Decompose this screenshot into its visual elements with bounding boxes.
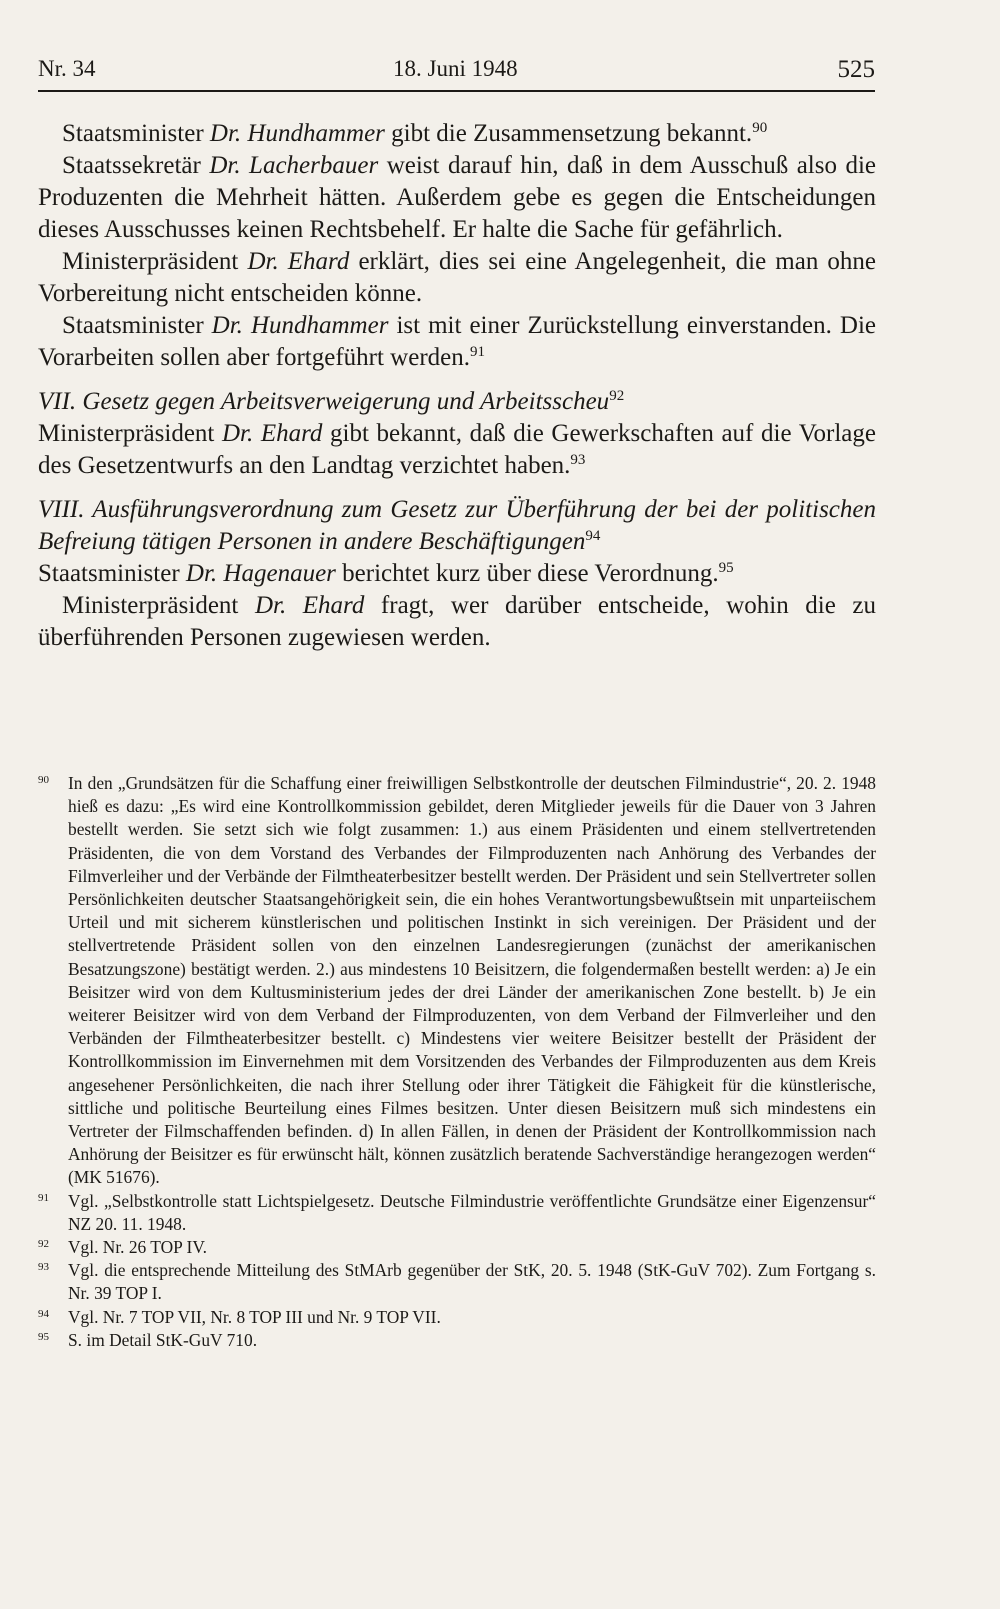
footnote: 93 Vgl. die entsprechende Mitteilung des StMArb gegenüber der StK, 20. 5. 1948 (StK-GuV 702). Zum Fortgang s. Nr. 39 TOP I. [38, 1259, 876, 1305]
footnote-number: 90 [38, 774, 49, 786]
paragraph: Ministerpräsident Dr. Ehard gibt bekannt, daß die Gewerkschaften auf die Vorlage des Gesetzentwurfs an den Landtag verzichtet haben.$^{93}$ [38, 420, 877, 479]
footnote: 94 Vgl. Nr. 7 TOP VII, Nr. 8 TOP III und Nr. 9 TOP VII. [38, 1306, 876, 1329]
document-number: Nr. 34 [38, 56, 96, 81]
footnote-ref: 91 [470, 344, 486, 360]
footnote: 92 Vgl. Nr. 26 TOP IV. [38, 1236, 876, 1259]
section-heading: VII. Gesetz gegen Arbeitsverweigerung und Arbeitsscheu$^{92}$ [38, 388, 625, 415]
footnotes [38, 772, 876, 1352]
paragraph: Staatssekretär Dr. Lacherbauer weist darauf hin, daß in dem Ausschuß also die Produzenten die Mehrheit hätten. Außerdem gebe es gegen die Entscheidungen dieses Ausschusses keinen Rechtsbehelf. Er halte die Sache für gefährlich. [38, 152, 876, 243]
footnote: 91 Vgl. „Selbstkontrolle statt Lichtspielgesetz. Deutsche Filmindustrie veröffentlichte Grundsätze einer Eigenzensur“ NZ 20. 11. 1948. [38, 1190, 876, 1236]
footnote-number: 91 [38, 1191, 49, 1204]
running-header [38, 54, 875, 92]
page-number: 525 [837, 56, 875, 83]
footnote-number: 94 [38, 1307, 49, 1320]
paragraph: Ministerpräsident Dr. Ehard erklärt, dies sei eine Angelegenheit, die man ohne Vorbereitung nicht entscheiden könne. [38, 248, 876, 307]
footnote: 90 In den „Grundsätzen für die Schaffung einer freiwilligen Selbstkontrolle der deutschen Filmindustrie“, 20. 2. 1948 hieß es dazu: „Es wird eine Kontrollkommission gebildet, deren Mitglieder jeweils für die Dauer von 3 Jahren bestellt werden. Sie setzt sich wie folgt zusammen: 1.) aus einem Präsidenten und einem stellvertretenden Präsidenten, die von dem Vorstand des Verbandes der Filmproduzenten nach Anhörung des Verbandes der Filmverleiher und der Verbände der Filmtheaterbesitzer bestellt werden. Der Präsident und sein Stellvertreter sollen Persönlichkeiten deutscher Staatsangehörigkeit sein, die ein hohes Verantwortungsbewußtsein mit unparteiischem Urteil und mit sicherem künstlerischen und politischen Instinkt in sich vereinigen. Der Präsident und der stellvertretende Präsident sollen von den einzelnen Landesregierungen (zunächst der amerikanischen Besatzungszone) bestätigt werden. 2.) aus mindestens 10 Beisitzern, die folgendermaßen bestellt werden: a) Je ein Beisitzer wird von dem Kultusministerium jedes der drei Länder der amerikanischen Zone bestellt. b) Je ein weiterer Beisitzer wird von dem Verband der Filmproduzenten, von dem Verband der Filmverleiher und den Verbänden der Filmtheaterbesitzer bestellt. c) Mindestens vier weitere Beisitzer bestellt der Präsident der Kontrollkommission im Einvernehmen mit dem Vorsitzenden des Verbandes der Filmproduzenten aus dem Kreis angesehener Persönlichkeiten, die nach ihrer Stellung oder ihrer Tätigkeit die Fähigkeit für die künstlerische, sittliche und politische Beurteilung eines Filmes besitzen. Unter diesen Beisitzern muß sich mindestens ein Vertreter der Filmschaffenden befinden. d) In allen Fällen, in denen der Präsident der Kontrollkommission nach Anhörung der Beisitzer es für erwünscht hält, können zusätzlich beratende Sachverständige herangezogen werden“ (MK 51676). [38, 772, 876, 1190]
footnote-ref: 95 [718, 560, 734, 576]
speaker-name: Dr. Ehard [254, 592, 365, 619]
footnote-ref: 93 [570, 452, 586, 468]
speaker-name: Dr. Lacherbauer [209, 152, 379, 179]
footnote-ref: 94 [585, 528, 601, 544]
footnote-ref: 90 [752, 120, 768, 136]
speaker-name: Dr. Ehard [221, 420, 323, 447]
speaker-name: Dr. Hagenauer [185, 560, 336, 587]
footnote-ref: 92 [609, 388, 625, 404]
paragraph: Staatsminister Dr. Hundhammer ist mit einer Zurückstellung einverstanden. Die Vorarbeiten sollen aber fortgeführt werden.$^{91}$ [38, 312, 877, 371]
speaker-name: Dr. Hundhammer [209, 120, 385, 147]
footnote-number: 95 [38, 1330, 49, 1343]
footnote-number: 93 [38, 1261, 49, 1274]
main-text [38, 118, 876, 654]
header-date: 18. Juni 1948 [393, 56, 518, 81]
paragraph: Ministerpräsident Dr. Ehard fragt, wer darüber entscheide, wohin die zu überführenden Personen zugewiesen werden. [38, 592, 876, 651]
footnote: 95 S. im Detail StK-GuV 710. [38, 1329, 876, 1352]
paragraph: Staatsminister Dr. Hagenauer berichtet kurz über diese Verordnung.$^{95}$ [38, 560, 734, 587]
section-heading: VIII. Ausführungsverordnung zum Gesetz zur Überführung der bei der politischen Befreiung tätigen Personen in andere Beschäftigungen$^{94}$ [38, 496, 876, 555]
paragraph: Staatsminister Dr. Hundhammer gibt die Zusammensetzung bekannt.$^{90}$ [62, 120, 768, 147]
footnote-number: 92 [38, 1238, 49, 1251]
speaker-name: Dr. Ehard [247, 248, 350, 275]
speaker-name: Dr. Hundhammer [211, 312, 389, 339]
